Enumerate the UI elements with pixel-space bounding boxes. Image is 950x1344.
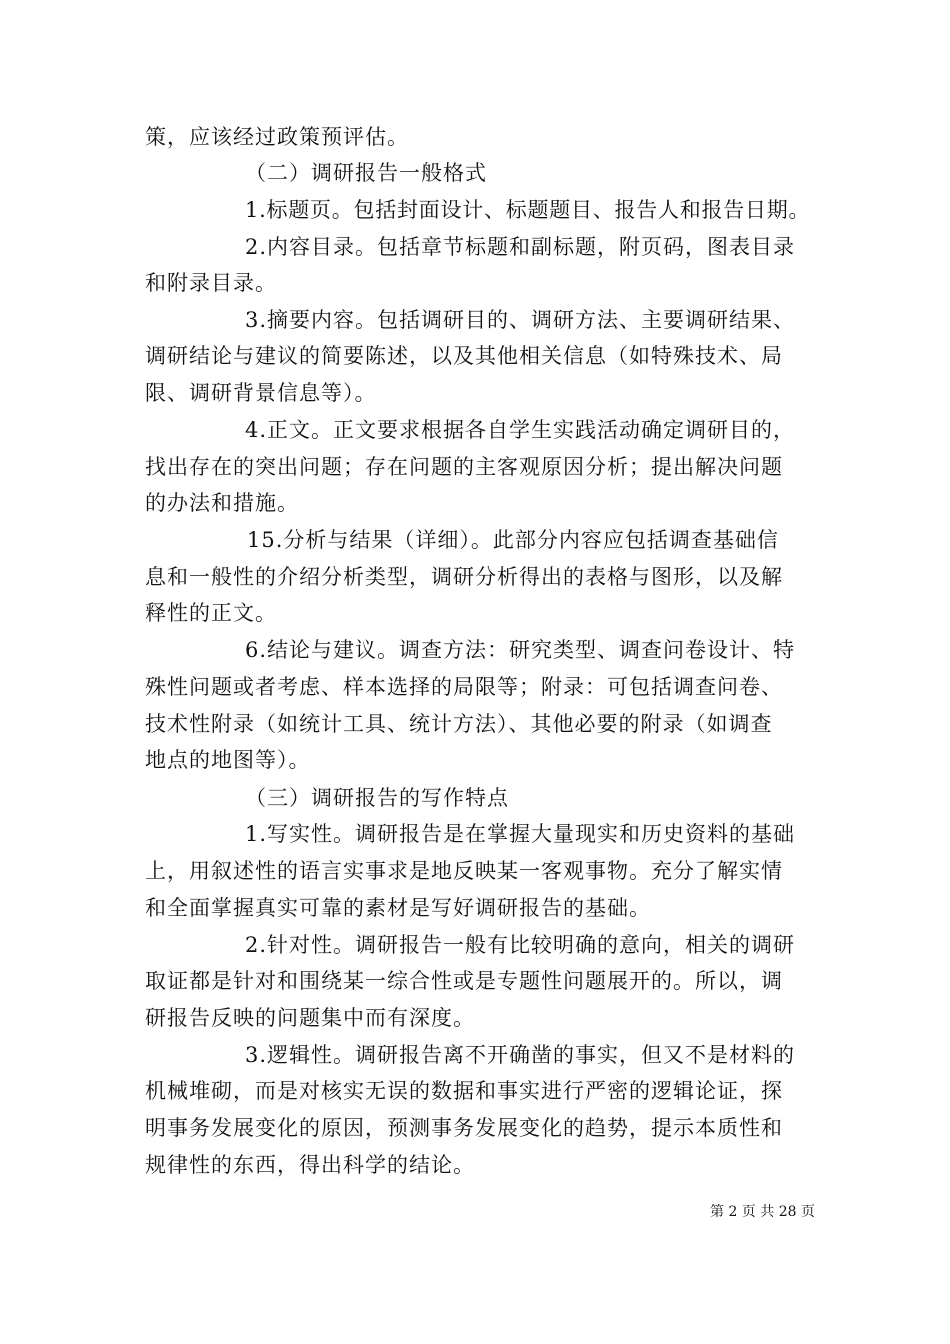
page-number: 第 2 页 共 28 页 <box>710 1204 815 1220</box>
paragraph-line: 15.分析与结果（详细）。此部分内容应包括调查基础信 <box>247 528 779 552</box>
paragraph-line: 1.标题页。包括封面设计、标题题目、报告人和报告日期。 <box>245 198 811 222</box>
paragraph-line: 规律性的东西，得出科学的结论。 <box>145 1153 475 1177</box>
paragraph-line: 限、调研背景信息等）。 <box>145 381 377 405</box>
paragraph-line: 研报告反映的问题集中而有深度。 <box>145 1006 475 1030</box>
paragraph-line: 调研结论与建议的简要陈述，以及其他相关信息（如特殊技术、局 <box>145 344 783 368</box>
paragraph-line: 找出存在的突出问题；存在问题的主客观原因分析；提出解决问题 <box>145 455 783 479</box>
section-heading: （三）调研报告的写作特点 <box>245 786 509 810</box>
paragraph-line: 策，应该经过政策预评估。 <box>145 125 409 149</box>
section-heading: （二）调研报告一般格式 <box>245 161 487 185</box>
paragraph-line: 机械堆砌，而是对核实无误的数据和事实进行严密的逻辑论证，探 <box>145 1079 783 1103</box>
paragraph-line: 3.摘要内容。包括调研目的、调研方法、主要调研结果、 <box>245 308 796 332</box>
paragraph-line: 4.正文。正文要求根据各自学生实践活动确定调研目的， <box>245 418 796 442</box>
paragraph-line: 的办法和措施。 <box>145 491 299 515</box>
paragraph-line: 2.针对性。调研报告一般有比较明确的意向，相关的调研 <box>245 933 796 957</box>
paragraph-line: 技术性附录（如统计工具、统计方法）、其他必要的附录（如调查 <box>145 712 773 736</box>
paragraph-line: 和附录目录。 <box>145 271 277 295</box>
paragraph-line: 2.内容目录。包括章节标题和副标题，附页码，图表目录 <box>245 235 796 259</box>
paragraph-line: 明事务发展变化的原因，预测事务发展变化的趋势，提示本质性和 <box>145 1116 783 1140</box>
paragraph-line: 殊性问题或者考虑、样本选择的局限等；附录：可包括调查问卷、 <box>145 675 783 699</box>
paragraph-line: 1.写实性。调研报告是在掌握大量现实和历史资料的基础 <box>245 822 796 846</box>
paragraph-line: 3.逻辑性。调研报告离不开确凿的事实，但又不是材料的 <box>245 1043 796 1067</box>
paragraph-line: 息和一般性的介绍分析类型，调研分析得出的表格与图形，以及解 <box>145 565 783 589</box>
paragraph-line: 上，用叙述性的语言实事求是地反映某一客观事物。充分了解实情 <box>145 859 783 883</box>
paragraph-line: 取证都是针对和围绕某一综合性或是专题性问题展开的。所以，调 <box>145 969 783 993</box>
paragraph-line: 6.结论与建议。调查方法：研究类型、调查问卷设计、特 <box>245 638 796 662</box>
paragraph-line: 和全面掌握真实可靠的素材是写好调研报告的基础。 <box>145 896 651 920</box>
paragraph-line: 释性的正文。 <box>145 601 277 625</box>
paragraph-line: 地点的地图等）。 <box>145 748 311 772</box>
